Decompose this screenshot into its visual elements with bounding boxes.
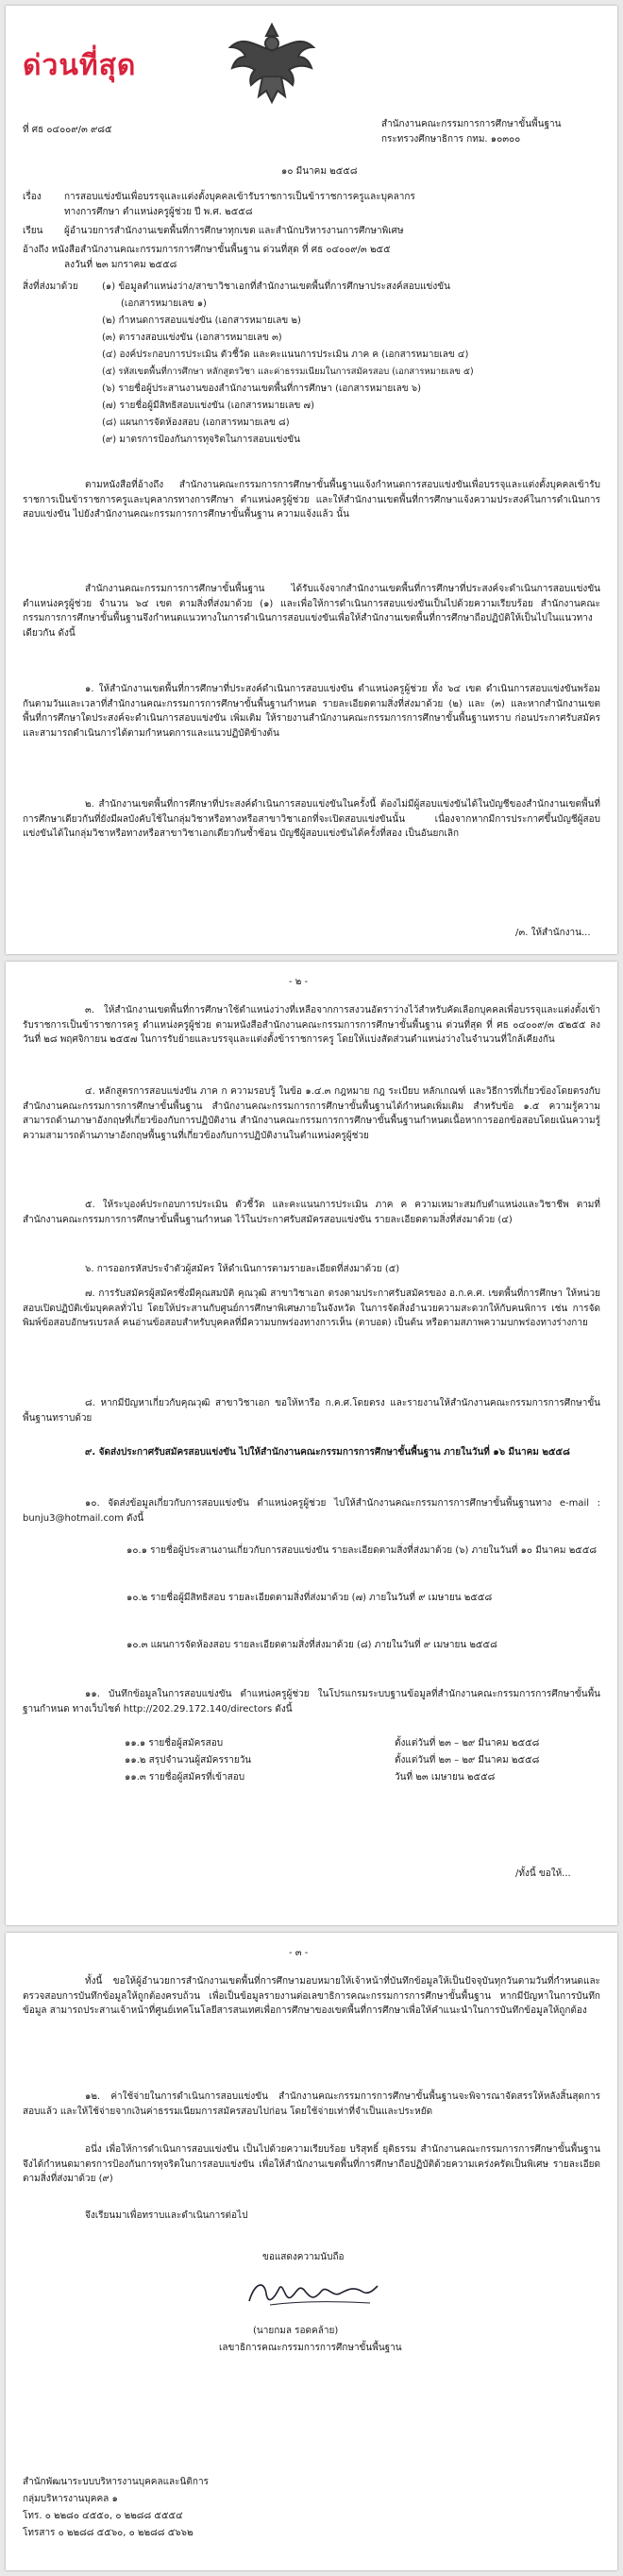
recipient-text: ผู้อำนวยการสำนักงานเขตพื้นที่การศึกษาทุกเขต และสำนักบริหารงานการศึกษาพิเศษ — [64, 226, 404, 236]
document-date: ๑๐ มีนาคม ๒๕๕๘ — [281, 166, 358, 177]
recipient-label: เรียน — [23, 226, 43, 236]
clause-5: ๕. ให้ระบุองค์ประกอบการประเมิน ตัวชี้วัด และคะแนนการประเมิน ภาค ค ความเหมาะสมกับตำแหน่งและวิชาชีพ ตามที่สำนักงานคณะกรรมการการศึกษาขั้นพื้นฐานกำหนด ไว้ในประกาศรับสมัครสอบแข่งขัน รายละเอียดตามสิ่งที่ส่งมาด้วย (๔) — [23, 1200, 600, 1225]
body-paragraph-intro: ตามหนังสือที่อ้างถึง สำนักงานคณะกรรมการการศึกษาขั้นพื้นฐานแจ้งกำหนดการสอบแข่งขันเพื่อบรรจุและแต่งตั้งบุคคลเข้ารับราชการเป็นข้าราชการครูและบุคลากรทางการศึกษา ตำแหน่งครูผู้ช่วย และให้สำนักงานเขตพื้นที่การศึกษาแจ้งความประสงค์ในการดำเนินการสอบแข่งขัน ไปยังสำนักงานคณะกรรมการการศึกษาขั้นพื้นฐาน ความแจ้งแล้ว นั้น — [23, 480, 600, 520]
body-paragraph-summary: สำนักงานคณะกรรมการการศึกษาขั้นพื้นฐาน ได้รับแจ้งจากสำนักงานเขตพื้นที่การศึกษาที่ประสงค์จะดำเนินการสอบแข่งขัน ตำแหน่งครูผู้ช่วย จำนวน ๖๔ เขต ตามสิ่งที่ส่งมาด้วย (๑) และเพื่อให้การดำเนินการสอบแข่งขันเป็นไปด้วยความเรียบร้อย สำนักงานคณะกรรมการการศึกษาขั้นพื้นฐานจึงกำหนดแนวทางในการดำเนินการสอบแข่งขันเพื่อให้สำนักงานเขตพื้นที่การศึกษาถือปฏิบัติให้เป็นไปในแนวทางเดียวกัน ดังนี้ — [23, 584, 600, 639]
schedule-item: ๑๑.๓ รายชื่อผู้สมัครที่เข้าสอบ — [125, 1772, 245, 1783]
garuda-emblem-icon — [225, 15, 319, 110]
body-paragraph-item-1: ๑. ให้สำนักงานเขตพื้นที่การศึกษาที่ประสงค์ดำเนินการสอบแข่งขัน ตำแหน่งครูผู้ช่วย ทั้ง ๖๔ เขต ดำเนินการสอบแข่งขันพร้อมกันตามวันและเวลาที่สำนักงานคณะกรรมการการศึกษาขั้นพื้นฐานกำหนด รายละเอียดตามสิ่งที่ส่งมาด้วย (๒) และ (๓) และหากสำนักงานเขตพื้นที่การศึกษาใดประสงค์จะดำเนินการสอบแข่งขัน เพิ่มเติม ให้รายงานสำนักงานคณะกรรมการการศึกษาขั้นพื้นฐานทราบ ก่อนประกาศรับสมัคร และสามารถดำเนินการได้ตามกำหนดการและแนวปฏิบัติข้างต้น — [23, 684, 600, 739]
continuation-marker: /ทั้งนี้ ขอให้... — [515, 1868, 571, 1879]
enclosure-item: (๖) รายชื่อผู้ประสานงานของสำนักงานเขตพื้นที่การศึกษา (เอกสารหมายเลข ๖) — [102, 384, 422, 394]
enclosure-item: (๒) กำหนดการสอบแข่งขัน (เอกสารหมายเลข ๒) — [102, 316, 301, 326]
footer-department: สำนักพัฒนาระบบบริหารงานบุคคลและนิติการ — [23, 2477, 209, 2487]
signer-title: เลขาธิการคณะกรรมการการศึกษาขั้นพื้นฐาน — [219, 2343, 402, 2353]
clause-10-3: ๑๐.๓ แผนการจัดห้องสอบ รายละเอียดตามสิ่งที่ส่งมาด้วย (๘) ภายในวันที่ ๙ เมษายน ๒๕๕๘ — [126, 1640, 497, 1650]
schedule-date: ตั้งแต่วันที่ ๒๓ – ๒๙ มีนาคม ๒๕๕๘ — [395, 1755, 540, 1766]
enclosure-item: (๘) แผนการจัดห้องสอบ (เอกสารหมายเลข ๘) — [102, 418, 290, 428]
enclosure-item: (๔) องค์ประกอบการประเมิน ตัวชี้วัด และคะแนนการประเมิน ภาค ค (เอกสารหมายเลข ๔) — [102, 350, 469, 360]
clause-4: ๔. หลักสูตรการสอบแข่งขัน ภาค ก ความรอบรู้ ในข้อ ๑.๔.๓ กฎหมาย กฎ ระเบียบ หลักเกณฑ์ และวิธีการที่เกี่ยวข้องโดยตรงกับสำนักงานคณะกรรมการการศึกษาขั้นพื้นฐาน สำนักงานคณะกรรมการการศึกษาขั้นพื้นฐานได้กำหนดเพิ่มเติม สำหรับข้อ ๑.๕ ความรู้ความสามารถด้านภาษาอังกฤษที่เกี่ยวข้องกับการปฏิบัติงาน สำนักงานคณะกรรมการการศึกษาขั้นพื้นฐานกำหนดเนื้อหาการออกข้อสอบโดยเน้นความรู้ความสามารถด้านภาษาอังกฤษพื้นฐานที่เกี่ยวข้องกับการปฏิบัติงานในตำแหน่งครูผู้ช่วย — [23, 1086, 600, 1141]
enclosure-item: (เอกสารหมายเลข ๑) — [121, 299, 207, 309]
clause-8: ๘. หากมีปัญหาเกี่ยวกับคุณวุฒิ สาขาวิชาเอก ขอให้หารือ ก.ค.ศ.โดยตรง และรายงานให้สำนักงานคณะกรรมการการศึกษาขั้นพื้นฐานทราบด้วย — [23, 1398, 600, 1424]
continuation-marker: /๓. ให้สำนักงาน... — [515, 928, 591, 938]
closing-paragraph-record: ทั้งนี้ ขอให้ผู้อำนวยการสำนักงานเขตพื้นที่การศึกษามอบหมายให้เจ้าหน้าที่บันทึกข้อมูลให้เป็นปัจจุบันทุกวันตามวันที่กำหนดและตรวจสอบการบันทึกข้อมูลให้ถูกต้องครบถ้วน เพื่อเป็นข้อมูลรายงานต่อเลขาธิการคณะกรรมการการศึกษาขั้นพื้นฐาน หากมีปัญหาในการบันทึกข้อมูล สามารถประสานเจ้าหน้าที่ศูนย์เทคโนโลยีสารสนเทศเพื่อการศึกษาของเขตพื้นที่การศึกษาเพื่อให้คำแนะนำในการบันทึกข้อมูลให้ถูกต้อง — [23, 1976, 600, 2017]
clause-12: ๑๒. ค่าใช้จ่ายในการดำเนินการสอบแข่งขัน สำนักงานคณะกรรมการการศึกษาขั้นพื้นฐานจะพิจารณาจัดสรรให้หลังสิ้นสุดการสอบแล้ว และให้ใช้จ่ายจากเงินค่าธรรมเนียมการสมัครสอบไปก่อน โดยใช้จ่ายเท่าที่จำเป็นและประหยัด — [23, 2091, 600, 2117]
clause-7: ๗. การรับสมัครผู้สมัครซึ่งมีคุณสมบัติ คุณวุฒิ สาขาวิชาเอก ตรงตามประกาศรับสมัครของ อ.ก.ค.ศ. เขตพื้นที่การศึกษา ให้หน่วยสอบเปิดปฏิบัติเข้มบุคคลทั่วไป โดยให้ประสานกับศูนย์การศึกษาพิเศษภายในจังหวัด ในการจัดสิ่งอำนวยความสะดวกให้กับคนพิการ เช่น การจัดพิมพ์ข้อสอบอักษรเบรลล์ คนอ่านข้อสอบสำหรับบุคคลที่มีความบกพร่องทางการเห็น (ตาบอด) เป็นต้น หรือตามสภาพความบกพร่องทางร่างกาย — [23, 1288, 600, 1329]
enclosure-item: (๙) มาตรการป้องกันการทุจริตในการสอบแข่งขัน — [102, 435, 300, 445]
urgency-stamp: ด่วนที่สุด — [23, 49, 137, 82]
page-number: - ๓ - — [289, 1948, 309, 1958]
document-page-1 — [6, 6, 617, 954]
document-page-3 — [6, 1933, 617, 2570]
subject-label: เรื่อง — [23, 192, 42, 202]
closing-request: จึงเรียนมาเพื่อทราบและดำเนินการต่อไป — [85, 2210, 248, 2221]
complimentary-close: ขอแสดงความนับถือ — [262, 2252, 345, 2262]
issuing-address: กระทรวงศึกษาธิการ กทม. ๑๐๓๐๐ — [381, 134, 521, 145]
subject-line-2: ทางการศึกษา ตำแหน่งครูผู้ช่วย ปี พ.ศ. ๒๕๕๘ — [64, 207, 253, 217]
signature-icon — [242, 2273, 383, 2314]
clause-9: ๙. จัดส่งประกาศรับสมัครสอบแข่งขัน ไปให้สำนักงานคณะกรรมการการศึกษาขั้นพื้นฐาน ภายในวันที่ ๑๖ มีนาคม ๒๕๕๘ — [85, 1447, 570, 1458]
footer-group: กลุ่มบริหารงานบุคคล ๑ — [23, 2494, 118, 2504]
schedule-item: ๑๑.๑ รายชื่อผู้สมัครสอบ — [125, 1738, 224, 1749]
signer-name: (นายกมล รอดคล้าย) — [253, 2326, 339, 2336]
enclosures-label: สิ่งที่ส่งมาด้วย — [23, 281, 78, 292]
closing-paragraph-anti-fraud: อนึ่ง เพื่อให้การดำเนินการสอบแข่งขัน เป็นไปด้วยความเรียบร้อย บริสุทธิ์ ยุติธรรม สำนักงานคณะกรรมการการศึกษาขั้นพื้นฐานจึงได้กำหนดมาตรการป้องกันการทุจริตในการสอบแข่งขัน เพื่อให้สำนักงานเขตพื้นที่การศึกษาถือปฏิบัติด้วยความเคร่งครัดเป็นพิเศษ รายละเอียดตามสิ่งที่ส่งมาด้วย (๙) — [23, 2144, 600, 2185]
document-page-2 — [6, 962, 617, 1925]
reference-line-2: ลงวันที่ ๒๓ มกราคม ๒๕๕๘ — [64, 260, 177, 270]
clause-10-2: ๑๐.๒ รายชื่อผู้มีสิทธิสอบ รายละเอียดตามสิ่งที่ส่งมาด้วย (๗) ภายในวันที่ ๙ เมษายน ๒๕๕๘ — [126, 1593, 493, 1603]
clause-10: ๑๐. จัดส่งข้อมูลเกี่ยวกับการสอบแข่งขัน ตำแหน่งครูผู้ช่วย ไปให้สำนักงานคณะกรรมการการศึกษาขั้นพื้นฐานทาง e-mail : bunju3@hotmail.com ดังนี้ — [23, 1498, 600, 1524]
issuing-office: สำนักงานคณะกรรมการการศึกษาขั้นพื้นฐาน — [381, 119, 562, 129]
enclosure-item: (๗) รายชื่อผู้มีสิทธิสอบแข่งขัน (เอกสารหมายเลข ๗) — [102, 401, 314, 411]
schedule-date: ตั้งแต่วันที่ ๒๓ – ๒๙ มีนาคม ๒๕๕๘ — [395, 1738, 540, 1749]
page-number: - ๒ - — [289, 977, 309, 987]
clause-10-1: ๑๐.๑ รายชื่อผู้ประสานงานเกี่ยวกับการสอบแข่งขัน รายละเอียดตามสิ่งที่ส่งมาด้วย (๖) ภายในวันที่ ๑๐ มีนาคม ๒๕๕๘ — [126, 1545, 598, 1556]
enclosure-item: (๑) ข้อมูลตำแหน่งว่าง/สาขาวิชาเอกที่สำนักงานเขตพื้นที่การศึกษาประสงค์สอบแข่งขัน — [102, 281, 450, 292]
clause-3: ๓. ให้สำนักงานเขตพื้นที่การศึกษาใช้ตำแหน่งว่างที่เหลือจากการสงวนอัตราว่างไว้สำหรับคัดเลือกบุคคลเพื่อบรรจุและแต่งตั้งเข้ารับราชการเป็นข้าราชการครู ตำแหน่งครูผู้ช่วย ตามหนังสือสำนักงานคณะกรรมการการศึกษาขั้นพื้นฐาน ด่วนที่สุด ที่ ศธ ๐๔๐๐๙/๓ ๕๒๕๕ ลงวันที่ ๒๘ พฤศจิกายน ๒๕๕๗ ในการรับย้ายและบรรจุและแต่งตั้งข้าราชการครู โดยให้แบ่งสัดส่วนตำแหน่งว่างในจำนวนที่ใกล้เคียงกัน — [23, 1005, 600, 1046]
schedule-item: ๑๑.๒ สรุปจำนวนผู้สมัครรายวัน — [125, 1755, 252, 1766]
enclosure-item: (๓) ตารางสอบแข่งขัน (เอกสารหมายเลข ๓) — [102, 333, 282, 343]
schedule-date: วันที่ ๒๓ เมษายน ๒๕๕๘ — [395, 1772, 496, 1783]
footer-fax: โทรสาร ๐ ๒๒๘๘ ๕๕๖๐, ๐ ๒๒๘๘ ๕๖๖๒ — [23, 2528, 194, 2538]
clause-6: ๖. การออกรหัสประจำตัวผู้สมัคร ให้ดำเนินการตามรายละเอียดที่ส่งมาด้วย (๕) — [85, 1264, 400, 1274]
body-paragraph-item-2: ๒. สำนักงานเขตพื้นที่การศึกษาที่ประสงค์ดำเนินการสอบแข่งขันในครั้งนี้ ต้องไม่มีผู้สอบแข่งขันได้ในบัญชีของสำนักงานเขตพื้นที่การศึกษาเดียวกันที่ยังมีผลบังคับใช้ในกลุ่มวิชาหรือทางหรือสาขาวิชาเอกที่จะเปิดสอบแข่งขันนั้น เนื่องจากหากมีการประกาศขึ้นบัญชีผู้สอบแข่งขันได้ในกลุ่มวิชาหรือทางหรือสาขาวิชาเอกเดียวกันซ้ำซ้อน บัญชีผู้สอบแข่งขันได้ครั้งที่สอง เป็นอันยกเลิก — [23, 799, 600, 840]
subject-line-1: การสอบแข่งขันเพื่อบรรจุและแต่งตั้งบุคคลเข้ารับราชการเป็นข้าราชการครูและบุคลากร — [64, 192, 415, 202]
enclosure-item: (๕) รหัสเขตพื้นที่การศึกษา หลักสูตรวิชา และค่าธรรมเนียมในการสมัครสอบ (เอกสารหมายเลข ๕) — [102, 367, 474, 377]
footer-phone: โทร. ๐ ๒๒๘๐ ๔๕๕๐, ๐ ๒๒๘๘ ๕๕๕๔ — [23, 2511, 183, 2521]
reference-line-1: อ้างถึง หนังสือสำนักงานคณะกรรมการการศึกษาขั้นพื้นฐาน ด่วนที่สุด ที่ ศธ ๐๔๐๐๙/๓ ๒๕๕ — [23, 245, 391, 255]
document-number: ที่ ศธ ๐๔๐๐๙/๓ ๙๘๕ — [23, 125, 112, 135]
clause-11: ๑๑. บันทึกข้อมูลในการสอบแข่งขัน ตำแหน่งครูผู้ช่วย ในโปรแกรมระบบฐานข้อมูลที่สำนักงานคณะกรรมการการศึกษาขั้นพื้นฐานกำหนด ทางเว็บไซต์ http://202.29.172.140/directors ดังนี้ — [23, 1689, 600, 1714]
